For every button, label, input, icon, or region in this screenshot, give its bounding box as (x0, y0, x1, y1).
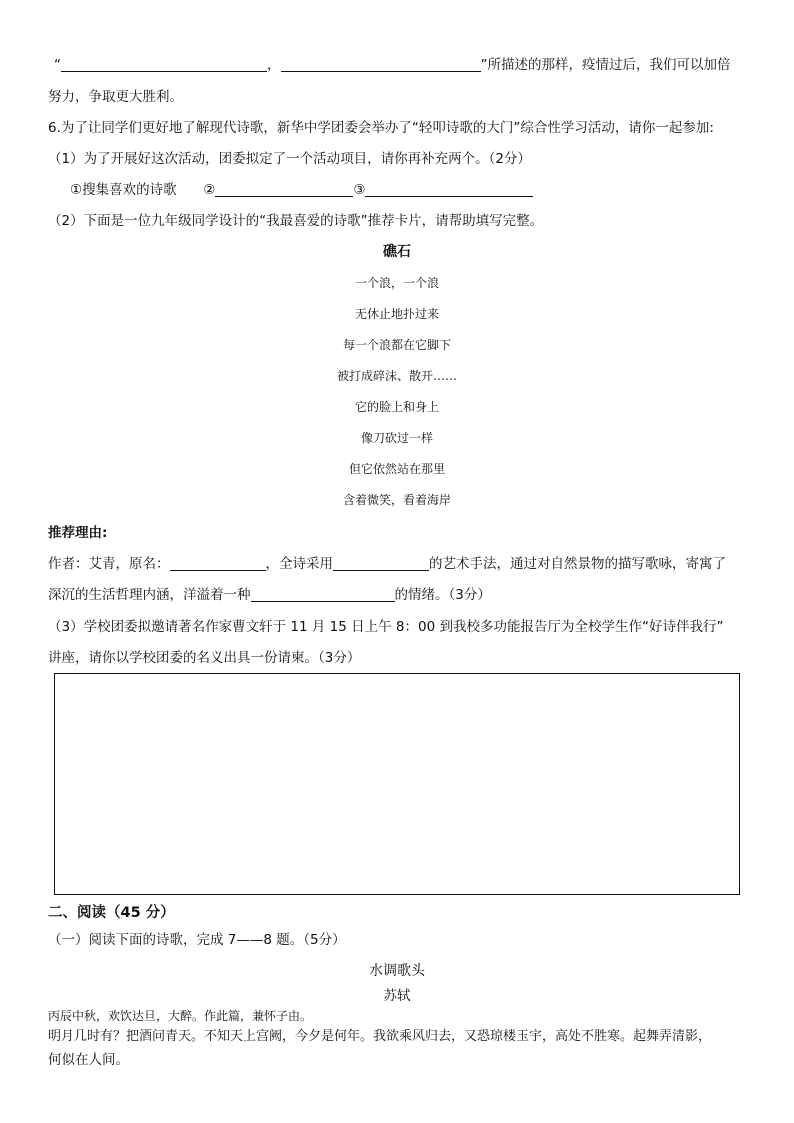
poem-line: 每一个浪都在它脚下 (342, 338, 451, 352)
text-line-2: 努力，争取更大胜利。 (48, 89, 183, 105)
reason-line-1 (48, 555, 726, 573)
poem2-body-line2: 何似在人间。 (48, 1052, 129, 1068)
line1-rest: ”所描述的那样，疫情过后，我们可以加倍 (480, 57, 731, 73)
poem-title: 礁石 (383, 244, 411, 260)
reason-technique-text: ，全诗采用 (265, 556, 333, 572)
poem-line: 被打成碎沫、散开…… (336, 369, 457, 383)
poem-line: 一个浪，一个浪 (354, 276, 439, 290)
poem-line: 但它依然站在那里 (348, 462, 445, 476)
section-heading: 二、阅读（45 分） (48, 905, 175, 921)
emotion-blank[interactable] (251, 587, 395, 602)
question-6-part3-line1: （3）学校团委拟邀请著名作家曹文轩于 11 月 15 日上午 8：00 到我校多功能报告厅为全校学生作“好诗伴我行” (48, 619, 724, 635)
reason-emotion-text: 深沉的生活哲理内涵，洋溢着一种 (48, 587, 251, 603)
poem2-author: 苏轼 (383, 988, 411, 1004)
question-6-intro: 6.为了让同学们更好地了解现代诗歌，新华中学团委会举办了“轻叩诗歌的大门”综合性学习活动，请你一起参加: (48, 120, 714, 136)
activity-item-3-blank[interactable] (365, 182, 533, 197)
blank-2[interactable] (281, 57, 481, 72)
question-6-part3-line2: 讲座，请你以学校团委的名义出具一份请柬。（3分） (48, 650, 361, 666)
poem2-preface: 丙辰中秋，欢饮达旦，大醉。作此篇，兼怀子由。 (48, 1009, 313, 1023)
reason-end-text: 的情绪。（3分） (394, 587, 491, 603)
activity-item-1: ①搜集喜欢的诗歌 (70, 182, 177, 198)
poem-line: 含着微笑，看着海岸 (342, 493, 451, 507)
quote-fill-line (54, 56, 731, 74)
question-6-part1: （1）为了开展好这次活动，团委拟定了一个活动项目，请你再补充两个。（2分） (48, 151, 531, 167)
poem-line: 无休止地扑过来 (354, 307, 439, 321)
poem2-title: 水调歌头 (369, 963, 425, 979)
section-subheading: （一）阅读下面的诗歌，完成 7——8 题。（5分） (48, 932, 346, 948)
poem-line: 它的脸上和身上 (354, 400, 439, 414)
reason-line-2 (48, 586, 491, 604)
reason-label: 推荐理由: (48, 525, 108, 541)
reason-rest-text: 的艺术手法，通过对自然景物的描写歌咏，寄寓了 (429, 556, 726, 572)
original-name-blank[interactable] (170, 556, 266, 571)
activity-items (70, 181, 533, 199)
comma: ， (267, 57, 281, 73)
question-6-part2: （2）下面是一位九年级同学设计的“我最喜爱的诗歌”推荐卡片，请帮助填写完整。 (48, 213, 544, 229)
poem-line: 像刀砍过一样 (360, 431, 433, 445)
activity-item-2-label: ② (203, 182, 216, 198)
activity-item-2-blank[interactable] (215, 182, 353, 197)
invitation-answer-box[interactable] (54, 673, 740, 895)
open-quote: “ (54, 57, 61, 73)
blank-1[interactable] (61, 57, 267, 72)
reason-author-text: 作者：艾青，原名： (48, 556, 170, 572)
activity-item-3-label: ③ (353, 182, 366, 198)
poem2-body-line1: 明月几时有？把酒问青天。不知天上宫阙，今夕是何年。我欲乘风归去，又恐琼楼玉宇，高处不胜寒。起舞弄清影， (48, 1029, 712, 1044)
technique-blank[interactable] (333, 556, 429, 571)
